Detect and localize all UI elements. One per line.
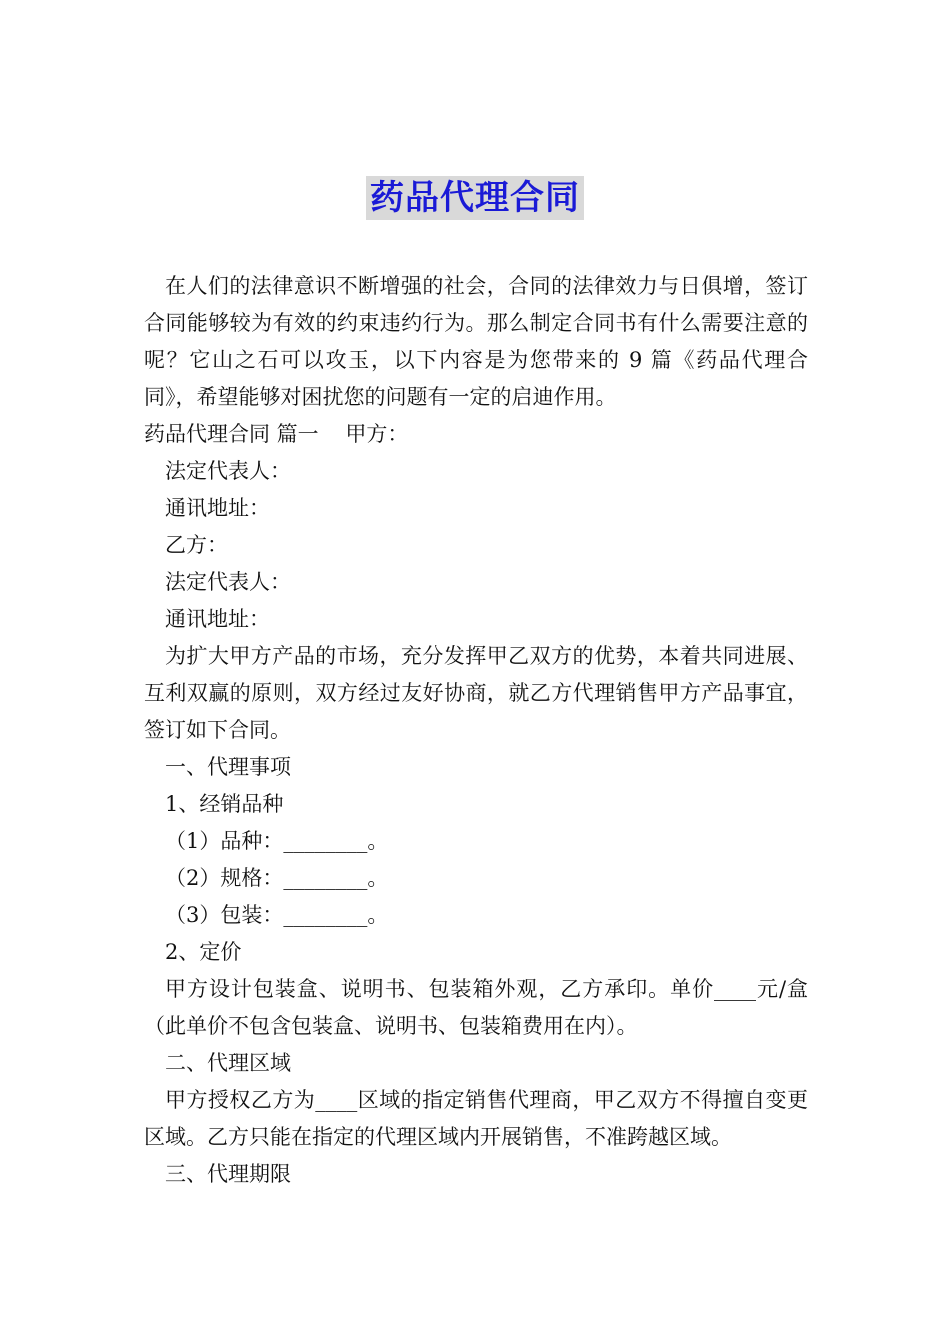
body-paragraph: 为扩大甲方产品的市场，充分发挥甲乙双方的优势，本着共同进展、互利双赢的原则，双方经过友好协商，就乙方代理销售甲方产品事宜，签订如下合同。 bbox=[144, 644, 808, 742]
body-paragraph: 药品代理合同 篇一 甲方： bbox=[144, 422, 409, 446]
body-paragraph: （2）规格：________。 bbox=[165, 866, 389, 890]
document-body bbox=[144, 268, 808, 1193]
body-paragraph: 2、定价 bbox=[165, 940, 242, 964]
body-paragraph: 一、代理事项 bbox=[165, 755, 291, 779]
body-paragraph: 法定代表人： bbox=[165, 459, 291, 483]
body-paragraph: 三、代理期限 bbox=[165, 1162, 291, 1186]
body-paragraph: 法定代表人： bbox=[165, 570, 291, 594]
body-paragraph: （3）包装：________。 bbox=[165, 903, 389, 927]
body-paragraph: 甲方授权乙方为____区域的指定销售代理商，甲乙双方不得擅自变更区域。乙方只能在指定的代理区域内开展销售，不准跨越区域。 bbox=[144, 1088, 808, 1149]
body-paragraph: 通讯地址： bbox=[165, 607, 270, 631]
title-container bbox=[0, 176, 950, 220]
body-paragraph: 乙方： bbox=[165, 533, 228, 557]
body-paragraph: 通讯地址： bbox=[165, 496, 270, 520]
body-paragraph: 二、代理区域 bbox=[165, 1051, 291, 1075]
body-paragraph: 甲方设计包装盒、说明书、包装箱外观，乙方承印。单价____元/盒（此单价不包含包装盒、说明书、包装箱费用在内）。 bbox=[144, 977, 808, 1038]
body-paragraph: 在人们的法律意识不断增强的社会，合同的法律效力与日俱增，签订合同能够较为有效的约束违约行为。那么制定合同书有什么需要注意的呢？它山之石可以攻玉，以下内容是为您带来的 9 篇《药品代理合同》，希望能够对困扰您的问题有一定的启迪作用。 bbox=[144, 274, 808, 409]
document-title: 药品代理合同 bbox=[366, 176, 584, 220]
body-paragraph: 1、经销品种 bbox=[165, 792, 284, 816]
body-paragraph: （1）品种：________。 bbox=[165, 829, 389, 853]
